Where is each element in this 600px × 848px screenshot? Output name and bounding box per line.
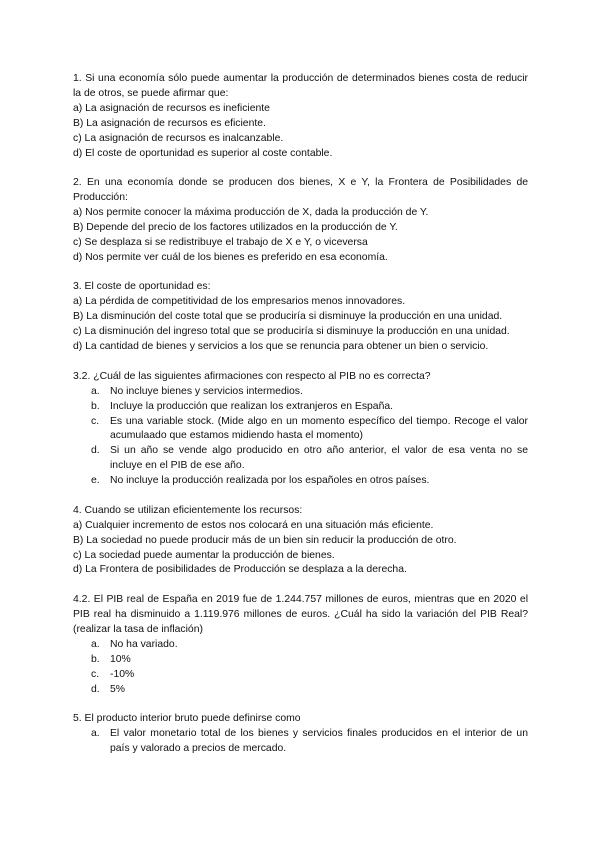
answer-option-d: d) La cantidad de bienes y servicios a los que se renuncia para obtener un bien o servicio. bbox=[73, 341, 489, 353]
answer-list bbox=[73, 385, 528, 489]
list-item bbox=[73, 727, 528, 757]
list-item bbox=[73, 400, 528, 415]
list-marker: c. bbox=[91, 415, 100, 427]
list-item bbox=[73, 444, 528, 474]
answer-option-c: c) Se desplaza si se redistribuye el trabajo de X e Y, o viceversa bbox=[73, 236, 368, 248]
list-marker: b. bbox=[91, 400, 100, 412]
list-item-text: No ha variado. bbox=[110, 638, 178, 650]
answer-option-a: a) La asignación de recursos es ineficiente bbox=[73, 102, 270, 114]
answer-option-c: c) La disminución del ingreso total que se produciría si disminuye la producción en una unidad. bbox=[73, 326, 510, 338]
list-marker: d. bbox=[91, 445, 100, 457]
list-item-text: No incluye la producción realizada por los españoles en otros países. bbox=[110, 475, 430, 487]
answer-option-a: a) La pérdida de competitividad de los empresarios menos innovadores. bbox=[73, 296, 406, 308]
answer-option-b: B) La asignación de recursos es eficiente. bbox=[73, 117, 266, 129]
question-4-2 bbox=[73, 593, 528, 697]
list-item-text: -10% bbox=[110, 668, 135, 680]
question-4 bbox=[73, 504, 528, 579]
list-item-text: 10% bbox=[110, 653, 131, 665]
document-page bbox=[73, 72, 528, 772]
list-marker: c. bbox=[91, 668, 100, 680]
list-marker: e. bbox=[91, 475, 100, 487]
question-stem: 5. El producto interior bruto puede definirse como bbox=[73, 713, 301, 725]
list-marker: a. bbox=[91, 385, 100, 397]
list-item-text: Si un año se vende algo producido en otro año anterior, el valor de esa venta no se incluye en el PIB de ese año. bbox=[110, 445, 528, 472]
list-item bbox=[73, 474, 528, 489]
answer-list bbox=[73, 638, 528, 698]
answer-option-d: d) La Frontera de posibilidades de Producción se desplaza a la derecha. bbox=[73, 564, 407, 576]
list-item-text: El valor monetario total de los bienes y servicios finales producidos en el interior de un país y valorado a precios de mercado. bbox=[110, 728, 528, 755]
question-stem: 3. El coste de oportunidad es: bbox=[73, 281, 211, 293]
list-item bbox=[73, 683, 528, 698]
list-marker: d. bbox=[91, 683, 100, 695]
answer-option-c: c) La asignación de recursos es inalcanzable. bbox=[73, 132, 284, 144]
list-item-text: Incluye la producción que realizan los extranjeros en España. bbox=[110, 400, 394, 412]
list-item-text: 5% bbox=[110, 683, 126, 695]
list-marker: a. bbox=[91, 638, 100, 650]
question-stem: 3.2. ¿Cuál de las siguientes afirmaciones con respecto al PIB no es correcta? bbox=[73, 370, 431, 382]
question-3-2 bbox=[73, 370, 528, 489]
question-3 bbox=[73, 280, 528, 355]
answer-option-b: B) La sociedad no puede producir más de un bien sin reducir la producción de otro. bbox=[73, 534, 457, 546]
answer-option-b: B) La disminución del coste total que se produciría si disminuye la producción en una unidad. bbox=[73, 311, 503, 323]
list-marker: a. bbox=[91, 728, 100, 740]
answer-option-a: a) Nos permite conocer la máxima producción de X, dada la producción de Y. bbox=[73, 207, 429, 219]
answer-option-d: d) Nos permite ver cuál de los bienes es preferido en esa economía. bbox=[73, 251, 388, 263]
list-item bbox=[73, 653, 528, 668]
list-item-text: No incluye bienes y servicios intermedios. bbox=[110, 385, 303, 397]
answer-option-a: a) Cualquier incremento de estos nos colocará en una situación más eficiente. bbox=[73, 519, 434, 531]
answer-option-c: c) La sociedad puede aumentar la producción de bienes. bbox=[73, 549, 335, 561]
list-item bbox=[73, 668, 528, 683]
answer-option-b: B) Depende del precio de los factores utilizados en la producción de Y. bbox=[73, 221, 398, 233]
list-item bbox=[73, 385, 528, 400]
question-5 bbox=[73, 712, 528, 757]
question-stem: 4. Cuando se utilizan eficientemente los recursos: bbox=[73, 504, 303, 516]
list-marker: b. bbox=[91, 653, 100, 665]
question-1 bbox=[73, 72, 528, 161]
question-stem: 1. Si una economía sólo puede aumentar la producción de determinados bienes costa de reducir la de otros, se puede afirmar que: bbox=[73, 73, 528, 99]
question-stem: 2. En una economía donde se producen dos bienes, X e Y, la Frontera de Posibilidades de Producción: bbox=[73, 177, 528, 204]
list-item bbox=[73, 415, 528, 445]
question-stem: 4.2. El PIB real de España en 2019 fue de 1.244.757 millones de euros, mientras que en 2020 el PIB real ha disminuido a 1.119.976 millones de euros. ¿Cuál ha sido la variación del PIB Real? (realizar la tasa de inflación) bbox=[73, 594, 528, 635]
answer-list bbox=[73, 727, 528, 757]
list-item bbox=[73, 638, 528, 653]
question-2 bbox=[73, 176, 528, 265]
list-item-text: Es una variable stock. (Mide algo en un momento específico del tiempo. Recoge el valor acumulaado que estamos midiendo hasta el momento) bbox=[110, 415, 528, 442]
answer-option-d: d) El coste de oportunidad es superior al coste contable. bbox=[73, 147, 333, 159]
